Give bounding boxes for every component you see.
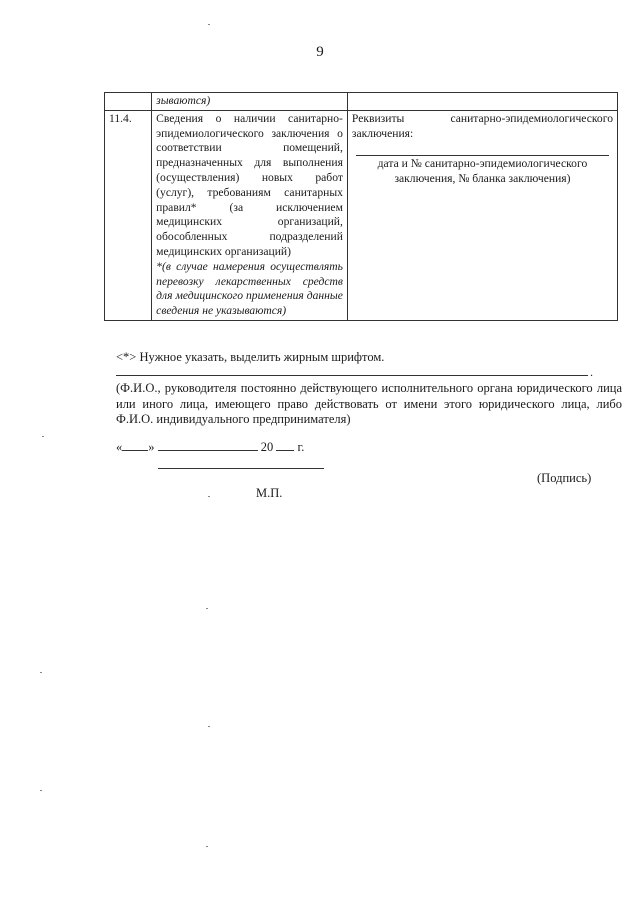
day-blank	[122, 450, 148, 451]
fio-line-dot: .	[590, 365, 593, 379]
signature-label: (Подпись)	[537, 471, 592, 485]
scan-speck	[40, 672, 42, 673]
footnote: <*> Нужное указать, выделить жирным шрифтом.	[116, 350, 385, 364]
year-blank	[276, 450, 294, 451]
row-description-cell	[152, 110, 348, 320]
number-cell-empty	[105, 93, 152, 111]
signature-blank-line	[158, 468, 324, 469]
month-blank	[158, 450, 258, 451]
details-cell-empty	[347, 93, 617, 111]
row-details-cell	[347, 110, 617, 320]
scan-speck	[40, 790, 42, 791]
scan-speck	[206, 846, 208, 847]
row-description: Сведения о наличии санитарно-эпидемиологического заключения о соответствии помещений, предназначенных для выполнения (осуществления) новых работ (услуг), требованиям санитарных правил* (за исключением медицинских организаций, обособленных подразделений медицинских организаций)	[156, 111, 343, 258]
details-blank-line	[356, 141, 609, 156]
stamp-label: М.П.	[256, 486, 283, 500]
scan-speck	[208, 24, 210, 25]
date-close-quote: »	[148, 440, 155, 454]
info-table	[104, 92, 618, 321]
table-row	[105, 110, 618, 320]
fio-note: (Ф.И.О., руководителя постоянно действующего исполнительного органа юридического лица или иного лица, имеющего право действовать от имени этого юридического лица, либо Ф.И.О. индивидуального предпринимателя)	[116, 381, 622, 426]
scan-speck	[208, 496, 210, 497]
page-number: 9	[316, 44, 324, 60]
table-row-continuation	[105, 93, 618, 111]
year-suffix: г.	[297, 440, 305, 454]
details-caption: дата и № санитарно-эпидемиологического заключения, № бланка заключения)	[377, 157, 588, 186]
fio-blank-line	[116, 375, 588, 376]
date-open-quote: «	[116, 440, 123, 454]
row-description-note: *(в случае намерения осуществлять перевозку лекарственных средств для медицинского применения данные сведения не указываются)	[156, 259, 343, 318]
row-number: 11.4.	[105, 110, 152, 320]
year-prefix: 20	[260, 440, 274, 454]
details-label: Реквизиты санитарно-эпидемиологического заключения:	[351, 111, 613, 140]
scan-speck	[206, 608, 208, 609]
scan-speck	[42, 436, 44, 437]
scan-speck	[208, 726, 210, 727]
continuation-text: зываются)	[152, 93, 348, 111]
date-line	[116, 440, 304, 455]
